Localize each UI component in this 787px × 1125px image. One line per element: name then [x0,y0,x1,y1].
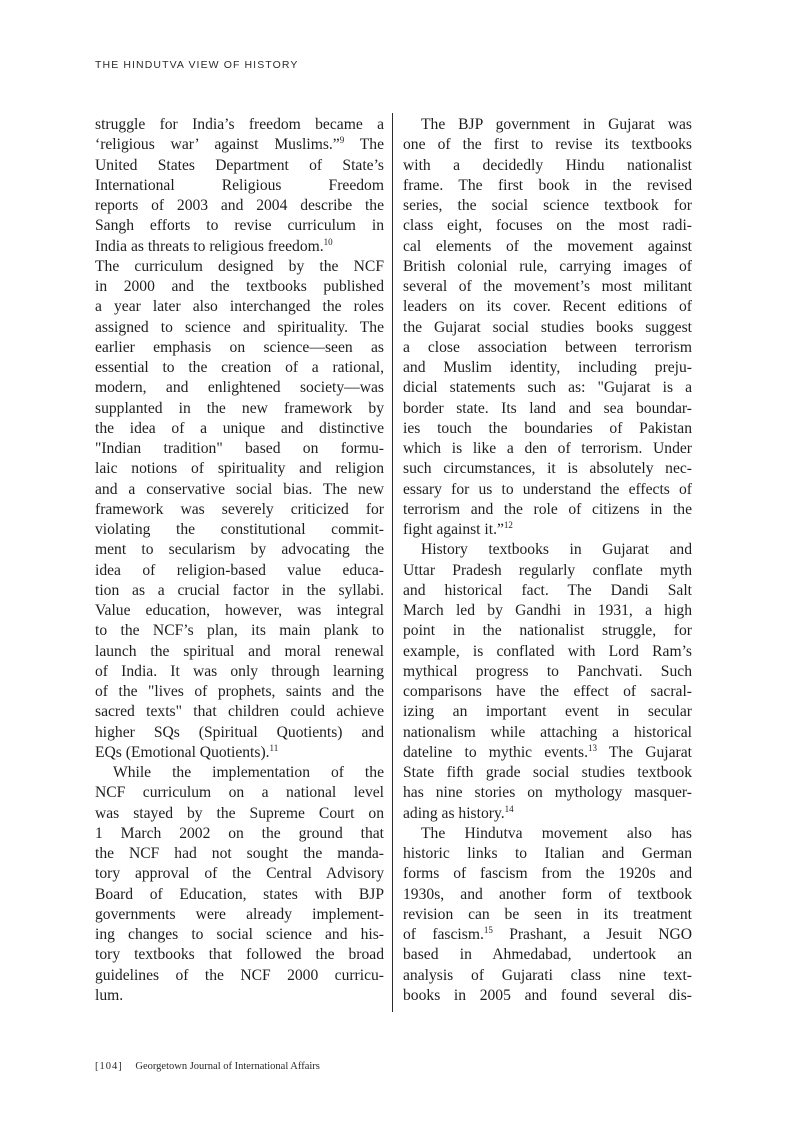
text-line [403,135,692,155]
right-column [403,115,692,1006]
line-text: United States Department of State’s [95,156,384,174]
text-line [95,945,384,965]
text-line [403,561,692,581]
line-text-after: The Gujarat [596,743,692,761]
text-line [95,966,384,986]
line-text: revision can be seen in its treatment [403,905,692,923]
text-line [95,500,384,520]
text-line [95,702,384,722]
line-text: izing an important event in secular [403,703,692,721]
text-line [403,520,692,540]
text-line [403,115,692,135]
line-text: of the "lives of prophets, saints and the [95,683,384,700]
text-line [403,945,692,965]
line-text: supplanted in the new framework by [95,399,384,417]
text-line [403,216,692,236]
text-line [403,986,692,1006]
text-line [95,723,384,743]
line-text: NCF curriculum on a national level [95,784,384,802]
line-text: governments were already implement- [95,905,384,923]
line-text: idea of religion-based value educa- [95,561,384,579]
text-line [403,480,692,500]
line-text: point in the nationalist struggle, for [403,622,692,640]
line-text: Value education, however, was integral [95,602,384,619]
text-line [95,763,384,783]
column-divider [392,113,393,1012]
line-text: sacred texts" that children could achieve [95,703,384,721]
line-text: the idea of a unique and distinctive [95,419,384,437]
line-text: historic links to Italian and German [403,845,692,862]
text-line [403,156,692,176]
line-text: analysis of Gujarati class nine text- [403,966,692,984]
line-text: International Religious Freedom [95,176,384,194]
line-text: modern, and enlightened society—was [95,379,384,397]
line-text: and Muslim identity, including preju- [403,359,692,376]
text-line [403,864,692,884]
text-line [95,257,384,277]
line-text: forms of fascism from the 1920s and [403,865,692,883]
line-text: History textbooks in Gujarat and [421,541,692,559]
text-line [403,743,692,763]
line-text: launch the spiritual and moral renewal [95,642,384,660]
footnote-marker: 9 [339,135,345,146]
line-text: lum. [95,986,124,1004]
text-line [403,601,692,621]
text-line [403,176,692,196]
line-text: of fascism. [403,926,484,943]
line-text: tory approval of the Central Advisory [95,865,384,883]
text-line [403,844,692,864]
text-line [403,763,692,783]
line-text: State fifth grade social studies textbook [403,764,692,781]
line-text: series, the social science textbook for [403,197,692,214]
text-line [95,156,384,176]
line-text: British colonial rule, carrying images of [403,257,692,275]
text-line [95,419,384,439]
text-line [403,257,692,277]
line-text: several of the movement’s most militant [403,278,692,295]
line-text: Uttar Pradesh regularly conflate myth [403,561,692,579]
text-line [403,500,692,520]
text-line [403,966,692,986]
text-line [95,196,384,216]
line-text: based in Ahmedabad, undertook an [403,946,692,964]
line-text: dateline to mythic events. [403,743,588,761]
line-text: and a conservative social bias. The new [95,480,384,498]
text-line [95,642,384,662]
line-text: ies touch the boundaries of Pakistan [403,419,692,437]
line-text: terrorism and the role of citizens in the [403,500,692,518]
line-text: violating the constitutional commit- [95,521,384,538]
footnote-marker: 15 [483,925,493,935]
page-number: [104] [95,1061,123,1072]
text-line [403,459,692,479]
line-text: in 2000 and the textbooks published [95,278,384,295]
text-line [95,135,384,155]
line-text: ing changes to social science and his- [95,926,384,943]
footnote-marker: 13 [587,742,597,753]
text-line [403,702,692,722]
text-line [95,561,384,581]
line-text: While the implementation of the [113,764,384,781]
text-line [403,824,692,844]
line-text: laic notions of spirituality and religion [95,460,384,478]
line-text: framework was severely criticized for [95,500,384,518]
text-line [403,783,692,803]
text-line [403,682,692,702]
page-footer [95,1061,320,1072]
text-line [403,439,692,459]
line-text: fight against it.” [403,521,504,538]
text-line [95,743,384,763]
text-line [95,925,384,945]
text-line [95,986,384,1006]
line-text: higher SQs (Spiritual Quotients) and [95,723,384,741]
line-text: which is like a den of terrorism. Under [403,440,692,457]
line-text: border state. Its land and sea boundar- [403,399,692,417]
text-line [95,783,384,803]
journal-title: Georgetown Journal of International Affairs [135,1061,320,1072]
footnote-marker: 11 [269,742,279,753]
line-text: such circumstances, it is absolutely nec- [403,460,692,478]
text-line [403,318,692,338]
text-line [95,115,384,135]
footnote-marker: 10 [323,236,333,247]
text-line [95,844,384,864]
text-line [95,399,384,419]
text-line [95,621,384,641]
text-line [95,520,384,540]
line-text: 1930s, and another form of textbook [403,885,692,903]
line-text: mythical progress to Panchvati. Such [403,662,692,680]
text-line [95,358,384,378]
text-line [95,804,384,824]
text-line [95,662,384,682]
line-text: to the NCF’s plan, its main plank to [95,622,384,640]
text-line [95,176,384,196]
text-line [403,642,692,662]
line-text: a year later also interchanged the roles [95,298,384,316]
text-line [403,237,692,257]
text-line [95,601,384,621]
line-text: ‘religious war’ against Muslims.” [95,136,340,154]
line-text: earlier emphasis on science—seen as [95,338,384,356]
line-text: nationalism while attaching a historical [403,723,692,741]
text-line [403,297,692,317]
line-text: reports of 2003 and 2004 describe the [95,197,384,214]
text-line [403,338,692,358]
line-text: ment to secularism by advocating the [95,541,384,559]
text-line [95,338,384,358]
text-line [95,459,384,479]
line-text: tion as a crucial factor in the syllabi. [95,581,384,599]
line-text: of India. It was only through learning [95,662,384,680]
line-text: one of the first to revise its textbooks [403,136,692,154]
text-line [403,277,692,297]
line-text: ading as history. [403,804,505,822]
line-text: has nine stories on mythology masquer- [403,784,692,802]
text-line [403,662,692,682]
line-text: example, is conflated with Lord Ram’s [403,642,692,660]
left-column [95,115,384,1006]
text-line [403,399,692,419]
line-text: comparisons have the effect of sacral- [403,683,692,700]
line-text: dicial statements such as: "Gujarat is a [403,379,692,397]
text-line [95,297,384,317]
line-text: assigned to science and spirituality. The [95,318,384,336]
text-line [95,864,384,884]
text-line [95,318,384,338]
line-text: class eight, focuses on the most radi- [403,217,692,235]
text-line [403,621,692,641]
line-text: March led by Gandhi in 1931, a high [403,602,692,619]
text-line [95,885,384,905]
text-line [95,439,384,459]
line-text: The Hindutva movement also has [421,824,692,842]
text-line [403,540,692,560]
line-text: and historical fact. The Dandi Salt [403,581,692,599]
footnote-marker: 14 [504,803,514,814]
text-line [403,358,692,378]
text-line [95,540,384,560]
line-text: with a decidedly Hindu nationalist [403,156,692,174]
text-line [95,905,384,925]
line-text: essential to the creation of a rational, [95,359,384,376]
running-head: THE HINDUTVA VIEW OF HISTORY [95,59,299,71]
line-text: tory textbooks that followed the broad [95,946,384,964]
line-text: essary for us to understand the effects of [403,480,692,498]
text-line [95,824,384,844]
text-line [95,682,384,702]
line-text: The BJP government in Gujarat was [421,116,692,133]
footnote-marker: 12 [503,520,513,530]
line-text: "Indian tradition" based on formu- [95,440,384,457]
text-line [95,216,384,236]
line-text: guidelines of the NCF 2000 curricu- [95,966,384,984]
line-text: struggle for India’s freedom became a [95,116,384,133]
text-line [95,480,384,500]
text-line [95,277,384,297]
line-text-after: Prashant, a Jesuit NGO [492,926,693,943]
line-text: the Gujarat social studies books suggest [403,318,692,336]
text-line [403,804,692,824]
line-text: India as threats to religious freedom. [95,237,324,255]
text-line [403,723,692,743]
text-line [95,237,384,257]
line-text: was stayed by the Supreme Court on [95,804,384,822]
line-text: frame. The first book in the revised [403,176,692,194]
text-line [403,378,692,398]
text-line [403,419,692,439]
line-text: Board of Education, states with BJP [95,885,384,903]
line-text: a close association between terrorism [403,338,692,356]
line-text: the NCF had not sought the manda- [95,845,384,862]
line-text: books in 2005 and found several dis- [403,986,692,1004]
text-line [403,196,692,216]
text-line [95,581,384,601]
line-text: EQs (Emotional Quotients). [95,743,270,761]
text-line [403,885,692,905]
line-text: 1 March 2002 on the ground that [95,824,384,842]
line-text: Sangh efforts to revise curriculum in [95,217,384,235]
line-text: The curriculum designed by the NCF [95,257,384,275]
line-text: cal elements of the movement against [403,237,692,255]
text-line [403,925,692,945]
line-text: leaders on its cover. Recent editions of [403,298,692,316]
line-text-after: The [344,136,384,154]
text-line [403,581,692,601]
text-line [403,905,692,925]
text-line [95,378,384,398]
